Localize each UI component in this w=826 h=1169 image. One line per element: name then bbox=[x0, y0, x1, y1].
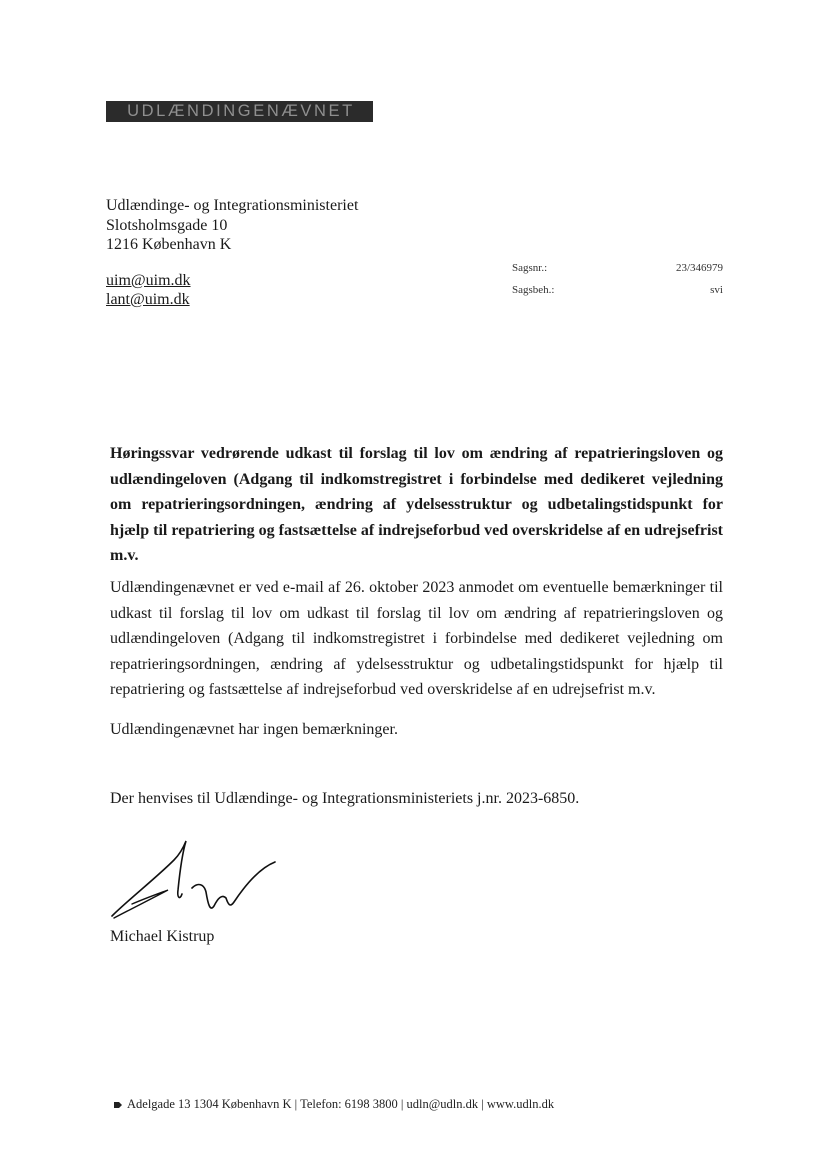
footer-text: Adelgade 13 1304 København K | Telefon: 6198 3800 | udln@udln.dk | www.udln.dk bbox=[127, 1097, 555, 1111]
sagsnr-value: 23/346979 bbox=[675, 262, 723, 274]
recipient-name: Udlændinge- og Integrationsministeriet bbox=[106, 197, 359, 214]
recipient-street: Slotsholmsgade 10 bbox=[106, 217, 228, 234]
body-paragraph-3: Der henvises til Udlændinge- og Integrationsministeriets j.nr. 2023-6850. bbox=[110, 790, 580, 807]
recipient-city: 1216 København K bbox=[106, 236, 232, 253]
sagsbeh-label: Sagsbeh.: bbox=[512, 284, 555, 296]
signatory-name: Michael Kistrup bbox=[110, 928, 215, 945]
bullet-arrow-icon bbox=[114, 1101, 122, 1109]
body-paragraph-2: Udlændingenævnet har ingen bemærkninger. bbox=[110, 721, 398, 738]
letter-heading: Høringssvar vedrørende udkast til forslag til lov om ændring af repatrieringsloven og udlændingeloven (Adgang til indkomstregistret i forbindelse med dedikeret vejledning om repatrieringsordningen, ændring af ydelsesstruktur og udbetalingstidspunkt for hjælp til repatriering og fastsættelse af indrejseforbud ved overskridelse af en udrejsefrist m.v. bbox=[110, 445, 723, 564]
body-paragraph-1: Udlændingenævnet er ved e-mail af 26. oktober 2023 anmodet om eventuelle bemærkninger til udkast til forslag til lov om udkast til forslag til lov om ændring af repatrieringsloven og udlændingeloven (Adgang til indkomstregistret i forbindelse med dedikeret vejledning om repatrieringsordningen, ændring af ydelsesstruktur og udbetalingstidspunkt for hjælp til repatriering og fastsættelse af indrejseforbud ved overskridelse af en udrejsefrist m.v. bbox=[110, 579, 723, 698]
sagsnr-label: Sagsnr.: bbox=[512, 262, 548, 274]
sagsbeh-value: svi bbox=[710, 284, 723, 296]
email-link-uim[interactable]: uim@uim.dk bbox=[106, 272, 191, 289]
udlaendingenaevnet-logo: UDLÆNDINGENÆVNET bbox=[106, 101, 373, 122]
handwritten-signature bbox=[108, 838, 283, 923]
footer bbox=[114, 1097, 554, 1112]
email-link-lant[interactable]: lant@uim.dk bbox=[106, 291, 190, 308]
